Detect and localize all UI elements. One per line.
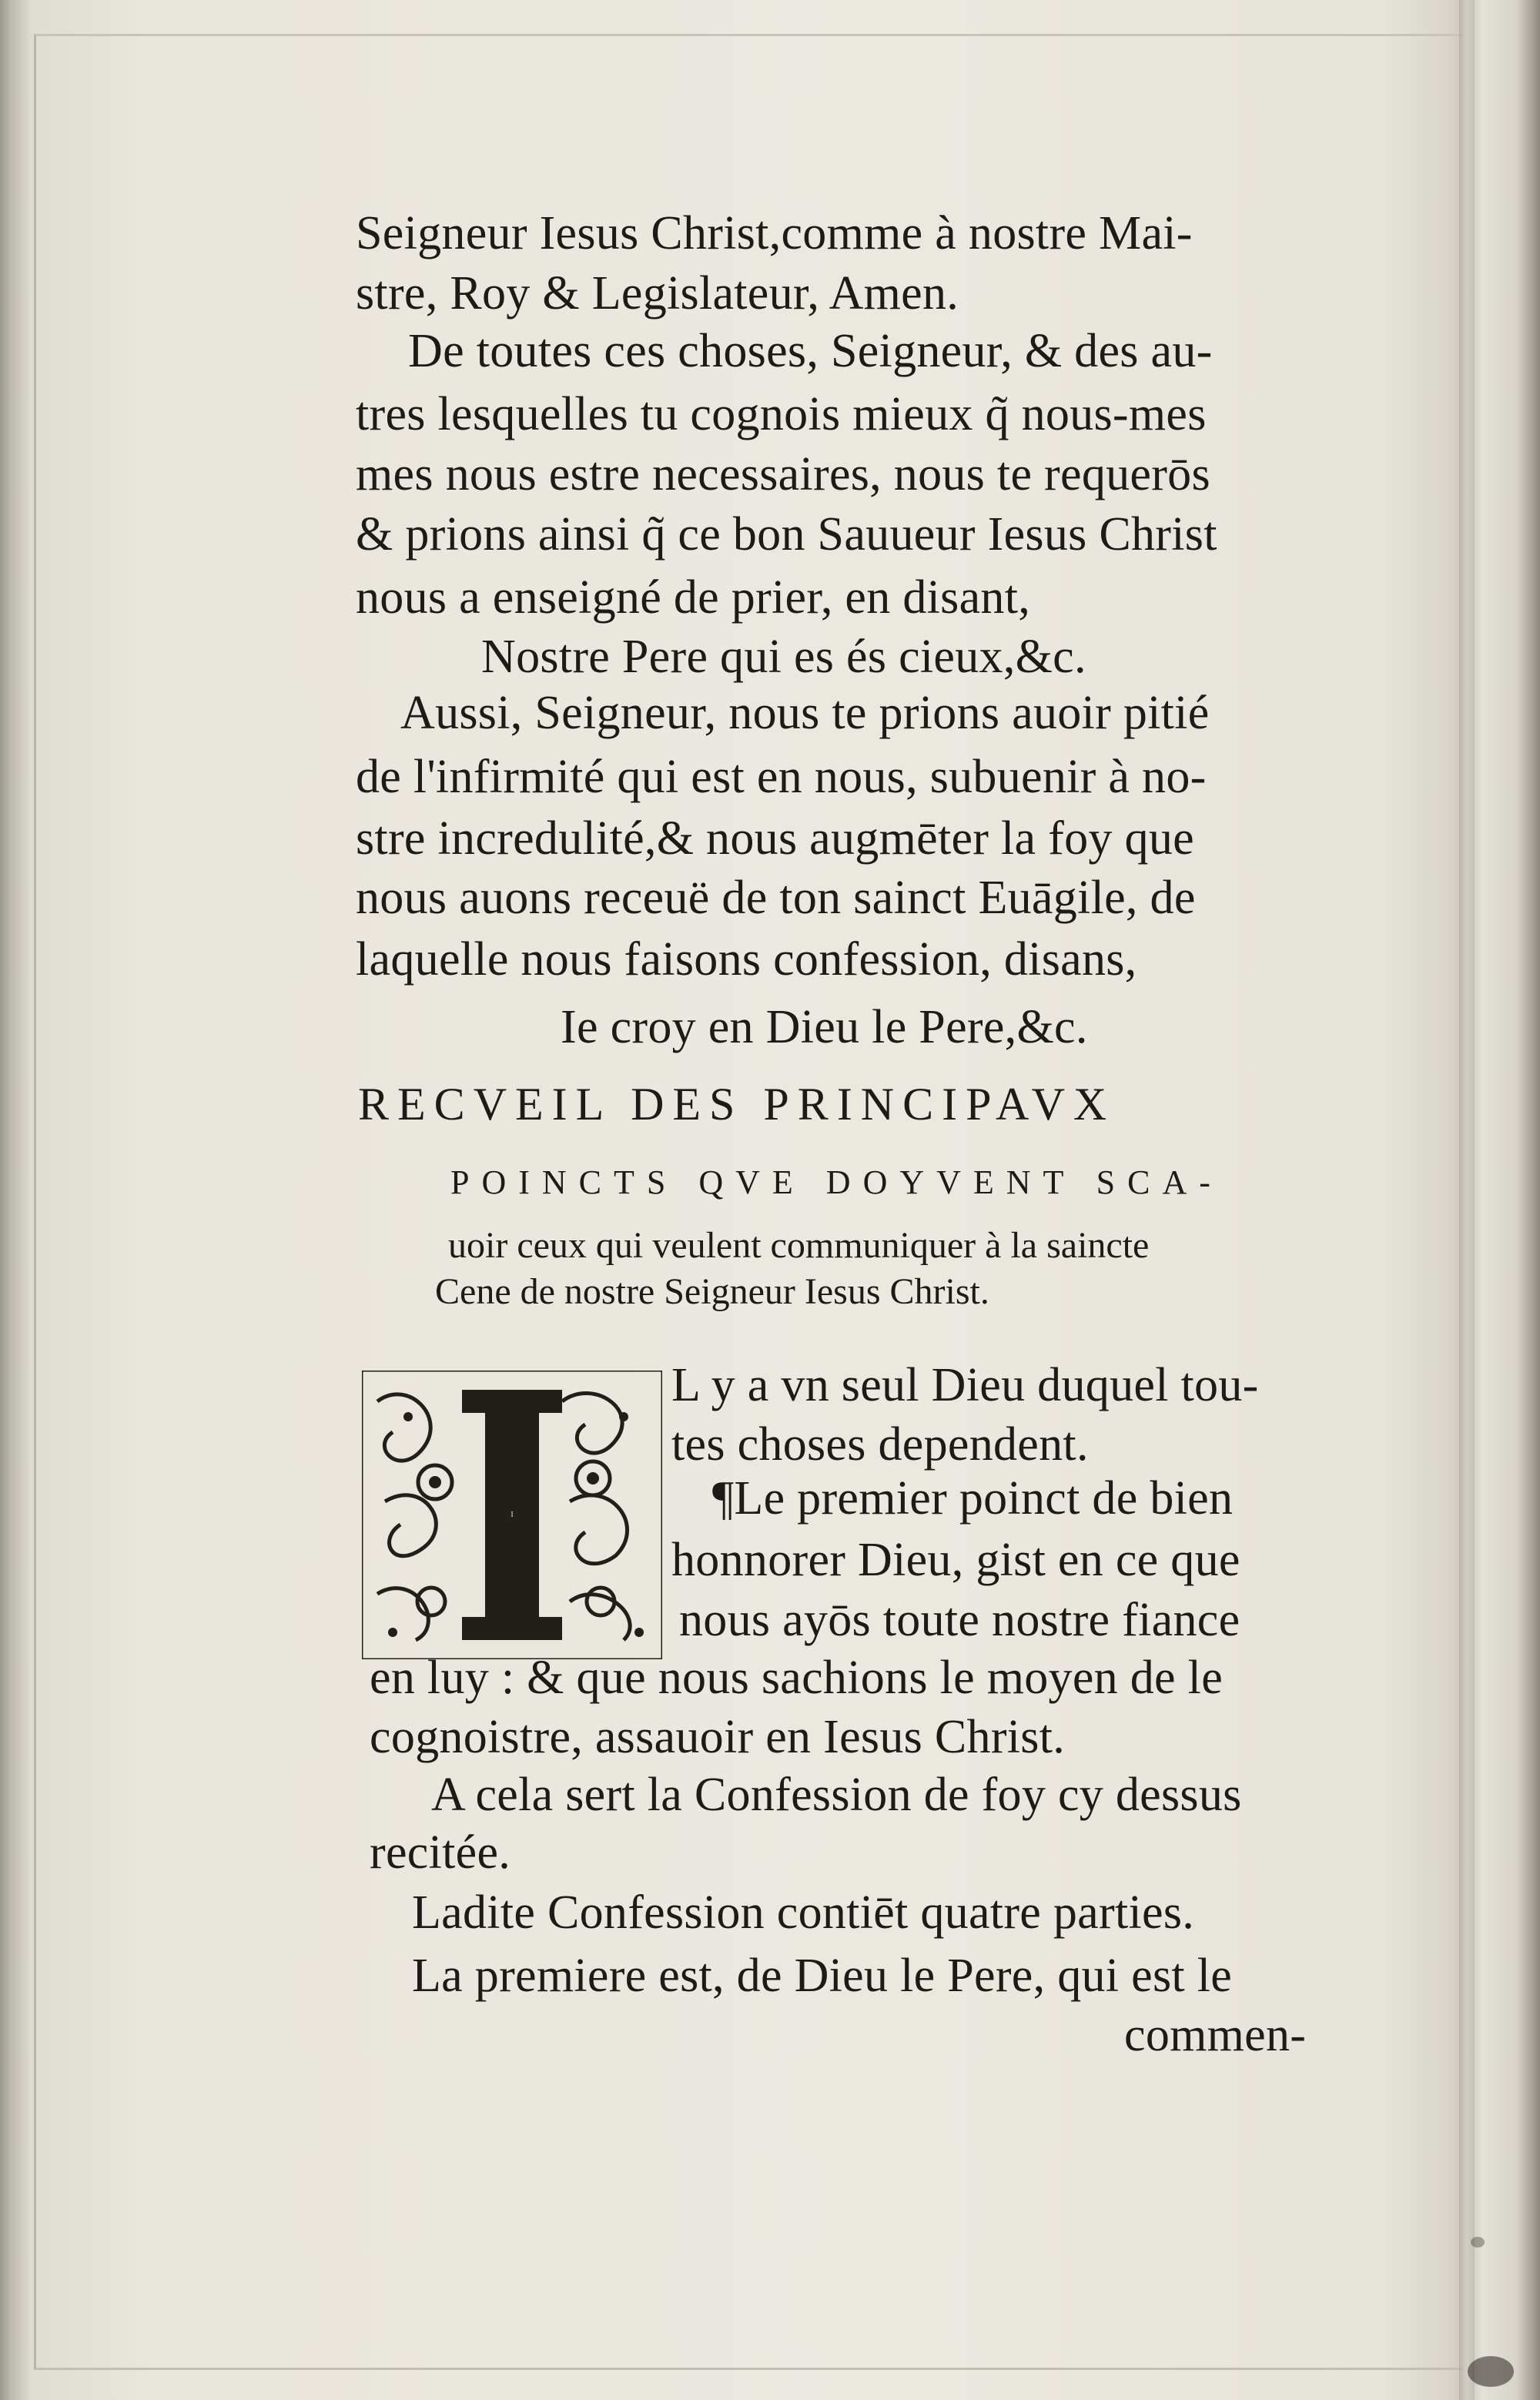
text-line: nous auons receuë de ton sainct Euāgile, de [356,872,1196,924]
text-line: mes nous estre necessaires, nous te requerōs [356,448,1210,500]
text-line: tes choses dependent. [671,1418,1089,1471]
text-line: stre incredulité,& nous augmēter la foy que [356,812,1194,865]
text-line: nous a enseigné de prier, en disant, [356,571,1031,624]
text-line: nous ayōs toute nostre fiance [679,1594,1240,1646]
text-line: honnorer Dieu, gist en ce que [671,1534,1240,1586]
text-line: Seigneur Iesus Christ,comme à nostre Mai- [356,207,1193,259]
text-line: La premiere est, de Dieu le Pere, qui est le [412,1950,1233,2002]
initial-letter: I [511,1511,514,1519]
text-line: & prions ainsi q̃ ce bon Sauueur Iesus Christ [356,508,1217,561]
text-line: en luy : & que nous sachions le moyen de le [370,1652,1224,1704]
creed-reference: Ie croy en Dieu le Pere,&c. [561,1001,1088,1053]
page-fold [1459,0,1475,2400]
text-line: stre, Roy & Legislateur, Amen. [356,267,959,320]
text-line: ¶Le premier poinct de bien [712,1472,1234,1525]
section-subheading: Cene de nostre Seigneur Iesus Christ. [435,1271,989,1312]
section-heading-line2: POINCTS QVE DOYVENT SCA- [450,1163,1223,1201]
text-line: tres lesquelles tu cognois mieux q̃ nous-mes [356,388,1207,440]
text-line: A cela sert la Confession de foy cy dessus [431,1769,1242,1821]
text-line: Aussi, Seigneur, nous te prions auoir pitié [400,687,1210,739]
decorated-initial [362,1371,662,1659]
ink-spot [1468,2356,1514,2387]
prayer-reference: Nostre Pere qui es és cieux,&c. [481,631,1086,683]
text-line: recitée. [370,1826,511,1879]
ornament-icon [362,1371,662,1659]
ink-spot [1471,2237,1485,2248]
text-line: de l'infirmité qui est en nous, subuenir à no- [356,751,1207,803]
text-line: De toutes ces choses, Seigneur, & des au- [408,325,1213,377]
text-line: L y a vn seul Dieu duquel tou- [671,1359,1259,1411]
catchword: commen- [1124,2009,1307,2061]
text-line: laquelle nous faisons confession, disans, [356,933,1137,986]
text-line: cognoistre, assauoir en Iesus Christ. [370,1711,1066,1763]
section-subheading: uoir ceux qui veulent communiquer à la saincte [448,1225,1150,1266]
text-line: Ladite Confession contiēt quatre parties. [412,1886,1195,1939]
section-heading: RECVEIL DES PRINCIPAVX [358,1079,1116,1130]
